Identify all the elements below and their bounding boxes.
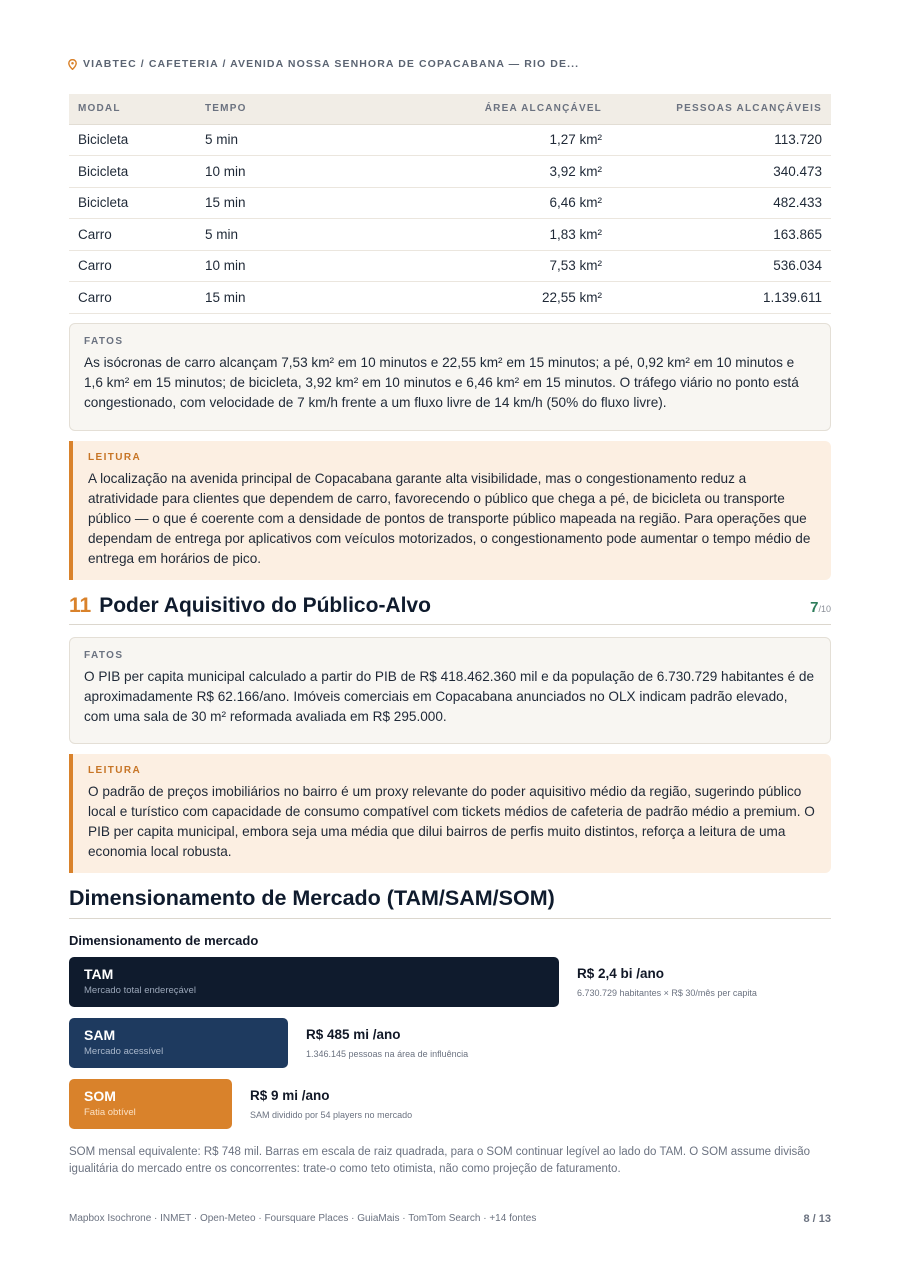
reading-label: LEITURA bbox=[88, 765, 142, 776]
cell-modal: Bicicleta bbox=[69, 124, 196, 156]
bar-value-label: R$ 2,4 bi /ano bbox=[577, 966, 665, 981]
col-header-modal: MODAL bbox=[69, 94, 196, 124]
reading-box-purchasing-power bbox=[69, 754, 831, 873]
reading-box-mobility bbox=[69, 441, 831, 580]
bar-subtitle: Mercado total endereçável bbox=[84, 985, 196, 996]
table-row bbox=[69, 187, 831, 219]
cell-modal: Bicicleta bbox=[69, 156, 196, 188]
bar-label: TAM bbox=[84, 966, 114, 982]
bar-subtitle: Mercado acessível bbox=[84, 1046, 164, 1057]
cell-modal: Bicicleta bbox=[69, 187, 196, 219]
cell-pessoas: 1.139.611 bbox=[611, 282, 831, 314]
bar-label: SOM bbox=[84, 1088, 116, 1104]
facts-text: As isócronas de carro alcançam 7,53 km² em 10 minutos e 22,55 km² em 15 minutos; a pé, 0,92 km² em 10 minutos e 1,6 km² em 15 minutos; de bicicleta, 3,92 km² em 10 minutos e 6,46 km² em 15 minutos. O tráfego viário no ponto está congestionado, com velocidade de 7 km/h frente a um fluxo livre de 14 km/h (50% do fluxo livre). bbox=[84, 355, 799, 410]
table-header-row bbox=[69, 94, 831, 124]
cell-area: 1,27 km² bbox=[306, 124, 611, 156]
cell-area: 22,55 km² bbox=[306, 282, 611, 314]
bar-note: SAM dividido por 54 players no mercado bbox=[250, 1110, 413, 1120]
cell-pessoas: 163.865 bbox=[611, 219, 831, 251]
footer-sources: Mapbox Isochrone · INMET · Open-Meteo · Foursquare Places · GuiaMais · TomTom Search · +14 fontes bbox=[69, 1213, 537, 1224]
chart-title: Dimensionamento de mercado bbox=[69, 933, 259, 948]
facts-text: O PIB per capita municipal calculado a partir do PIB de R$ 418.462.360 mil e da população de 6.730.729 habitantes é de aproximadamente R$ 62.166/ano. Imóveis comerciais em Copacabana anunciados no OLX indicam padrão elevado, com uma sala de 30 m² reformada avaliada em R$ 295.000. bbox=[84, 669, 815, 724]
cell-tempo: 15 min bbox=[196, 187, 306, 219]
cell-modal: Carro bbox=[69, 250, 196, 282]
facts-label: FATOS bbox=[84, 650, 124, 661]
cell-pessoas: 482.433 bbox=[611, 187, 831, 219]
table-row bbox=[69, 156, 831, 188]
bar-sam bbox=[69, 1018, 288, 1068]
table-row bbox=[69, 124, 831, 156]
bar-note: 1.346.145 pessoas na área de influência bbox=[306, 1049, 469, 1059]
cell-tempo: 10 min bbox=[196, 156, 306, 188]
col-header-area: ÁREA ALCANÇÁVEL bbox=[306, 94, 611, 124]
section-number: 11 bbox=[69, 594, 92, 617]
cell-modal: Carro bbox=[69, 282, 196, 314]
cell-pessoas: 536.034 bbox=[611, 250, 831, 282]
cell-area: 1,83 km² bbox=[306, 219, 611, 251]
facts-box-mobility bbox=[69, 323, 831, 431]
breadcrumb-text: VIABTEC / CAFETERIA / AVENIDA NOSSA SENHORA DE COPACABANA — RIO DE... bbox=[83, 58, 580, 70]
section-title: Poder Aquisitivo do Público-Alvo bbox=[99, 594, 431, 617]
section-heading bbox=[69, 594, 831, 625]
bar-som bbox=[69, 1079, 232, 1129]
table-row bbox=[69, 219, 831, 251]
bar-label: SAM bbox=[84, 1027, 116, 1043]
cell-modal: Carro bbox=[69, 219, 196, 251]
reading-label: LEITURA bbox=[88, 452, 142, 463]
chart-footnote: SOM mensal equivalente: R$ 748 mil. Barras em escala de raiz quadrada, para o SOM continuar legível ao lado do TAM. O SOM assume divisão igualitária do mercado entre os concorrentes: trate-o como teto otimista, não como projeção de faturamento. bbox=[69, 1146, 811, 1175]
reading-text: A localização na avenida principal de Copacabana garante alta visibilidade, mas o congestionamento reduz a atratividade para clientes que dependem de carro, favorecendo o público que chega a pé, de bicicleta ou transporte público — o que é coerente com a densidade de pontos de transporte público mapeada na região. Para operações que dependam de entrega por aplicativos com veículos motorizados, o congestionamento pode aumentar o tempo médio de entrega em horários de pico. bbox=[88, 471, 811, 566]
col-header-pessoas: PESSOAS ALCANÇÁVEIS bbox=[611, 94, 831, 124]
cell-tempo: 5 min bbox=[196, 124, 306, 156]
reading-text: O padrão de preços imobiliários no bairro é um proxy relevante do poder aquisitivo médio da região, sugerindo público local e turístico com capacidade de consumo compatível com tickets médios de cafeteria de padrão médio a premium. O PIB per capita municipal, embora seja uma média que dilui bairros de perfis muito distintos, reforça a leitura de uma economia local robusta. bbox=[88, 784, 815, 859]
cell-pessoas: 113.720 bbox=[611, 124, 831, 156]
bar-note: 6.730.729 habitantes × R$ 30/mês per capita bbox=[577, 988, 757, 998]
bar-tam bbox=[69, 957, 559, 1007]
cell-area: 7,53 km² bbox=[306, 250, 611, 282]
cell-tempo: 15 min bbox=[196, 282, 306, 314]
bar-value-label: R$ 485 mi /ano bbox=[306, 1027, 401, 1042]
reach-table bbox=[69, 94, 831, 314]
page-number: 8 / 13 bbox=[803, 1213, 831, 1225]
market-heading: Dimensionamento de Mercado (TAM/SAM/SOM) bbox=[69, 886, 831, 919]
cell-tempo: 5 min bbox=[196, 219, 306, 251]
facts-box-purchasing-power bbox=[69, 637, 831, 744]
score-denominator: /10 bbox=[818, 604, 831, 614]
section-score bbox=[810, 599, 831, 616]
table-row bbox=[69, 250, 831, 282]
facts-label: FATOS bbox=[84, 336, 124, 347]
map-pin-icon bbox=[68, 59, 77, 70]
cell-area: 3,92 km² bbox=[306, 156, 611, 188]
table-row bbox=[69, 282, 831, 314]
bar-value-label: R$ 9 mi /ano bbox=[250, 1088, 330, 1103]
col-header-tempo: TEMPO bbox=[196, 94, 306, 124]
breadcrumb bbox=[68, 58, 579, 70]
cell-pessoas: 340.473 bbox=[611, 156, 831, 188]
bar-subtitle: Fatia obtível bbox=[84, 1107, 136, 1118]
score-value: 7 bbox=[810, 599, 819, 616]
cell-tempo: 10 min bbox=[196, 250, 306, 282]
cell-area: 6,46 km² bbox=[306, 187, 611, 219]
